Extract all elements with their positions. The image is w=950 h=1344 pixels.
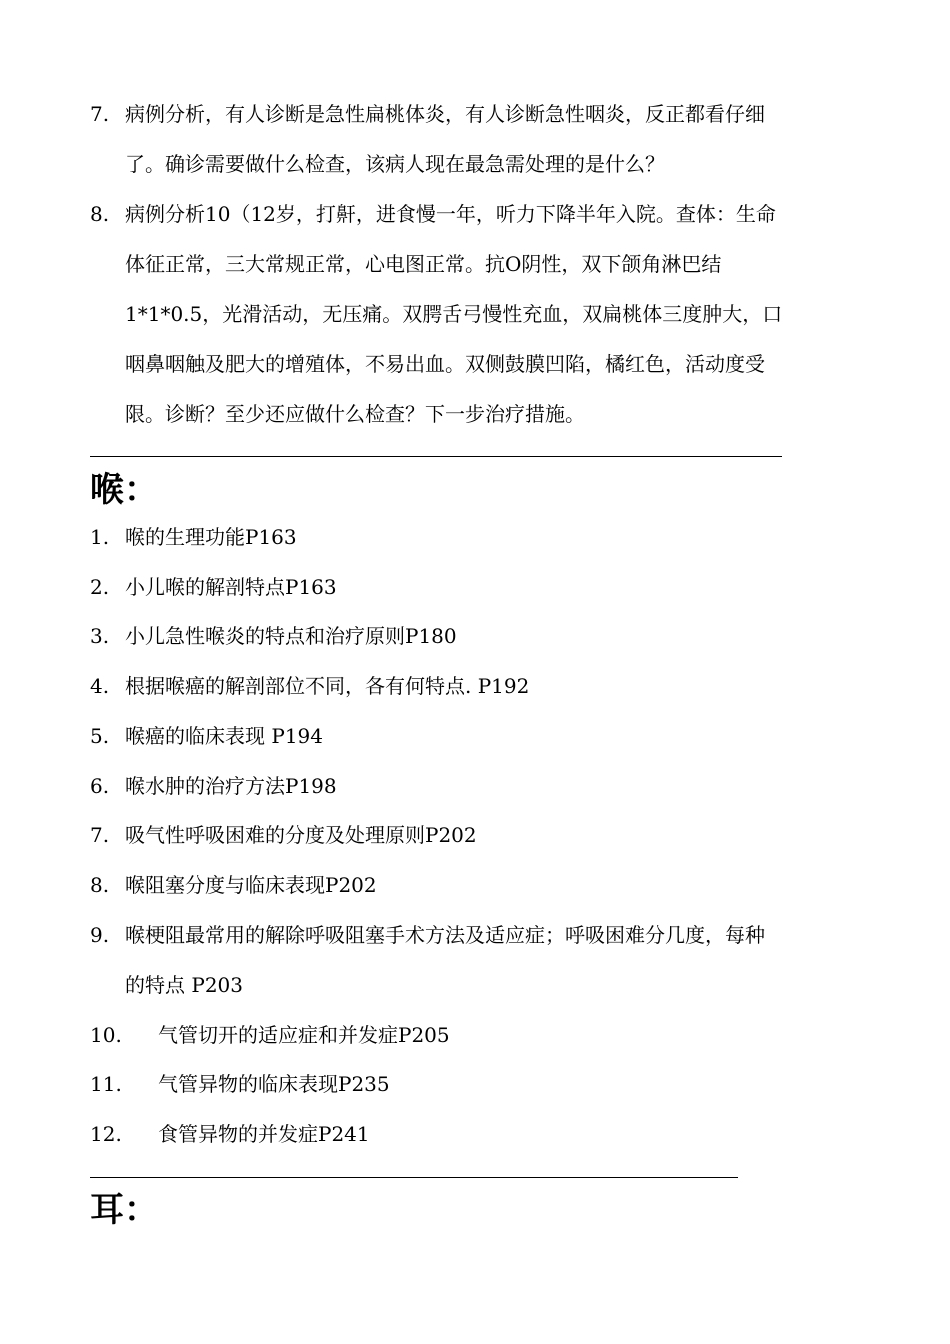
list-item <box>90 711 323 761</box>
case-item-8 <box>90 189 776 239</box>
list-item <box>90 860 377 910</box>
item-text: 吸气性呼吸困难的分度及处理原则P202 <box>125 823 477 847</box>
section-divider <box>90 456 782 457</box>
case-item-8-line-5: 限。诊断？至少还应做什么检查？下一步治疗措施。 <box>125 402 585 426</box>
item-number: 5. <box>90 724 110 748</box>
list-item-continuation: 的特点 P203 <box>125 973 243 997</box>
item-number: 8. <box>90 202 110 226</box>
item-text: 小儿喉的解剖特点P163 <box>125 575 337 599</box>
list-item <box>90 1109 370 1159</box>
list-item <box>90 810 477 860</box>
case-item-7 <box>90 89 765 139</box>
item-text: 喉的生理功能P163 <box>125 525 297 549</box>
case-item-7-continuation: 了。确诊需要做什么检查，该病人现在最急需处理的是什么？ <box>125 152 665 176</box>
section-divider <box>90 1177 738 1178</box>
list-item <box>90 562 337 612</box>
item-number: 3. <box>90 624 110 648</box>
item-number: 2. <box>90 575 110 599</box>
item-text: 气管切开的适应症和并发症P205 <box>158 1023 450 1047</box>
item-number: 8. <box>90 873 110 897</box>
item-text: 病例分析，有人诊断是急性扁桃体炎，有人诊断急性咽炎，反正都看仔细 <box>125 102 765 126</box>
list-item <box>90 1059 390 1109</box>
case-item-8-line-3: 1*1*0.5，光滑活动，无压痛。双腭舌弓慢性充血，双扁桃体三度肿大，口 <box>125 302 783 326</box>
item-text: 喉水肿的治疗方法P198 <box>125 774 337 798</box>
list-item <box>90 512 297 562</box>
item-number: 4. <box>90 674 110 698</box>
item-number: 11. <box>90 1072 122 1096</box>
item-text: 喉阻塞分度与临床表现P202 <box>125 873 377 897</box>
section-heading-ear: 耳： <box>90 1190 158 1230</box>
case-item-8-line-2: 体征正常，三大常规正常，心电图正常。抗O阴性，双下颌角淋巴结 <box>125 252 722 276</box>
item-number: 10. <box>90 1023 122 1047</box>
item-text: 病例分析10（12岁，打鼾，进食慢一年，听力下降半年入院。查体：生命 <box>125 202 776 226</box>
list-item <box>90 910 765 960</box>
item-text: 小儿急性喉炎的特点和治疗原则P180 <box>125 624 457 648</box>
item-number: 6. <box>90 774 110 798</box>
item-text: 气管异物的临床表现P235 <box>158 1072 390 1096</box>
item-text: 喉癌的临床表现 P194 <box>125 724 323 748</box>
case-item-8-line-4: 咽鼻咽触及肥大的增殖体，不易出血。双侧鼓膜凹陷，橘红色，活动度受 <box>125 352 765 376</box>
list-item <box>90 1010 450 1060</box>
item-text: 喉梗阻最常用的解除呼吸阻塞手术方法及适应症；呼吸困难分几度，每种 <box>125 923 765 947</box>
list-item <box>90 611 457 661</box>
item-number: 7. <box>90 823 110 847</box>
section-heading-throat: 喉： <box>90 470 158 510</box>
item-number: 1. <box>90 525 110 549</box>
item-text: 食管异物的并发症P241 <box>158 1122 370 1146</box>
item-number: 7. <box>90 102 110 126</box>
list-item <box>90 761 337 811</box>
item-number: 9. <box>90 923 110 947</box>
item-text: 根据喉癌的解剖部位不同，各有何特点. P192 <box>125 674 530 698</box>
list-item <box>90 661 529 711</box>
item-number: 12. <box>90 1122 122 1146</box>
